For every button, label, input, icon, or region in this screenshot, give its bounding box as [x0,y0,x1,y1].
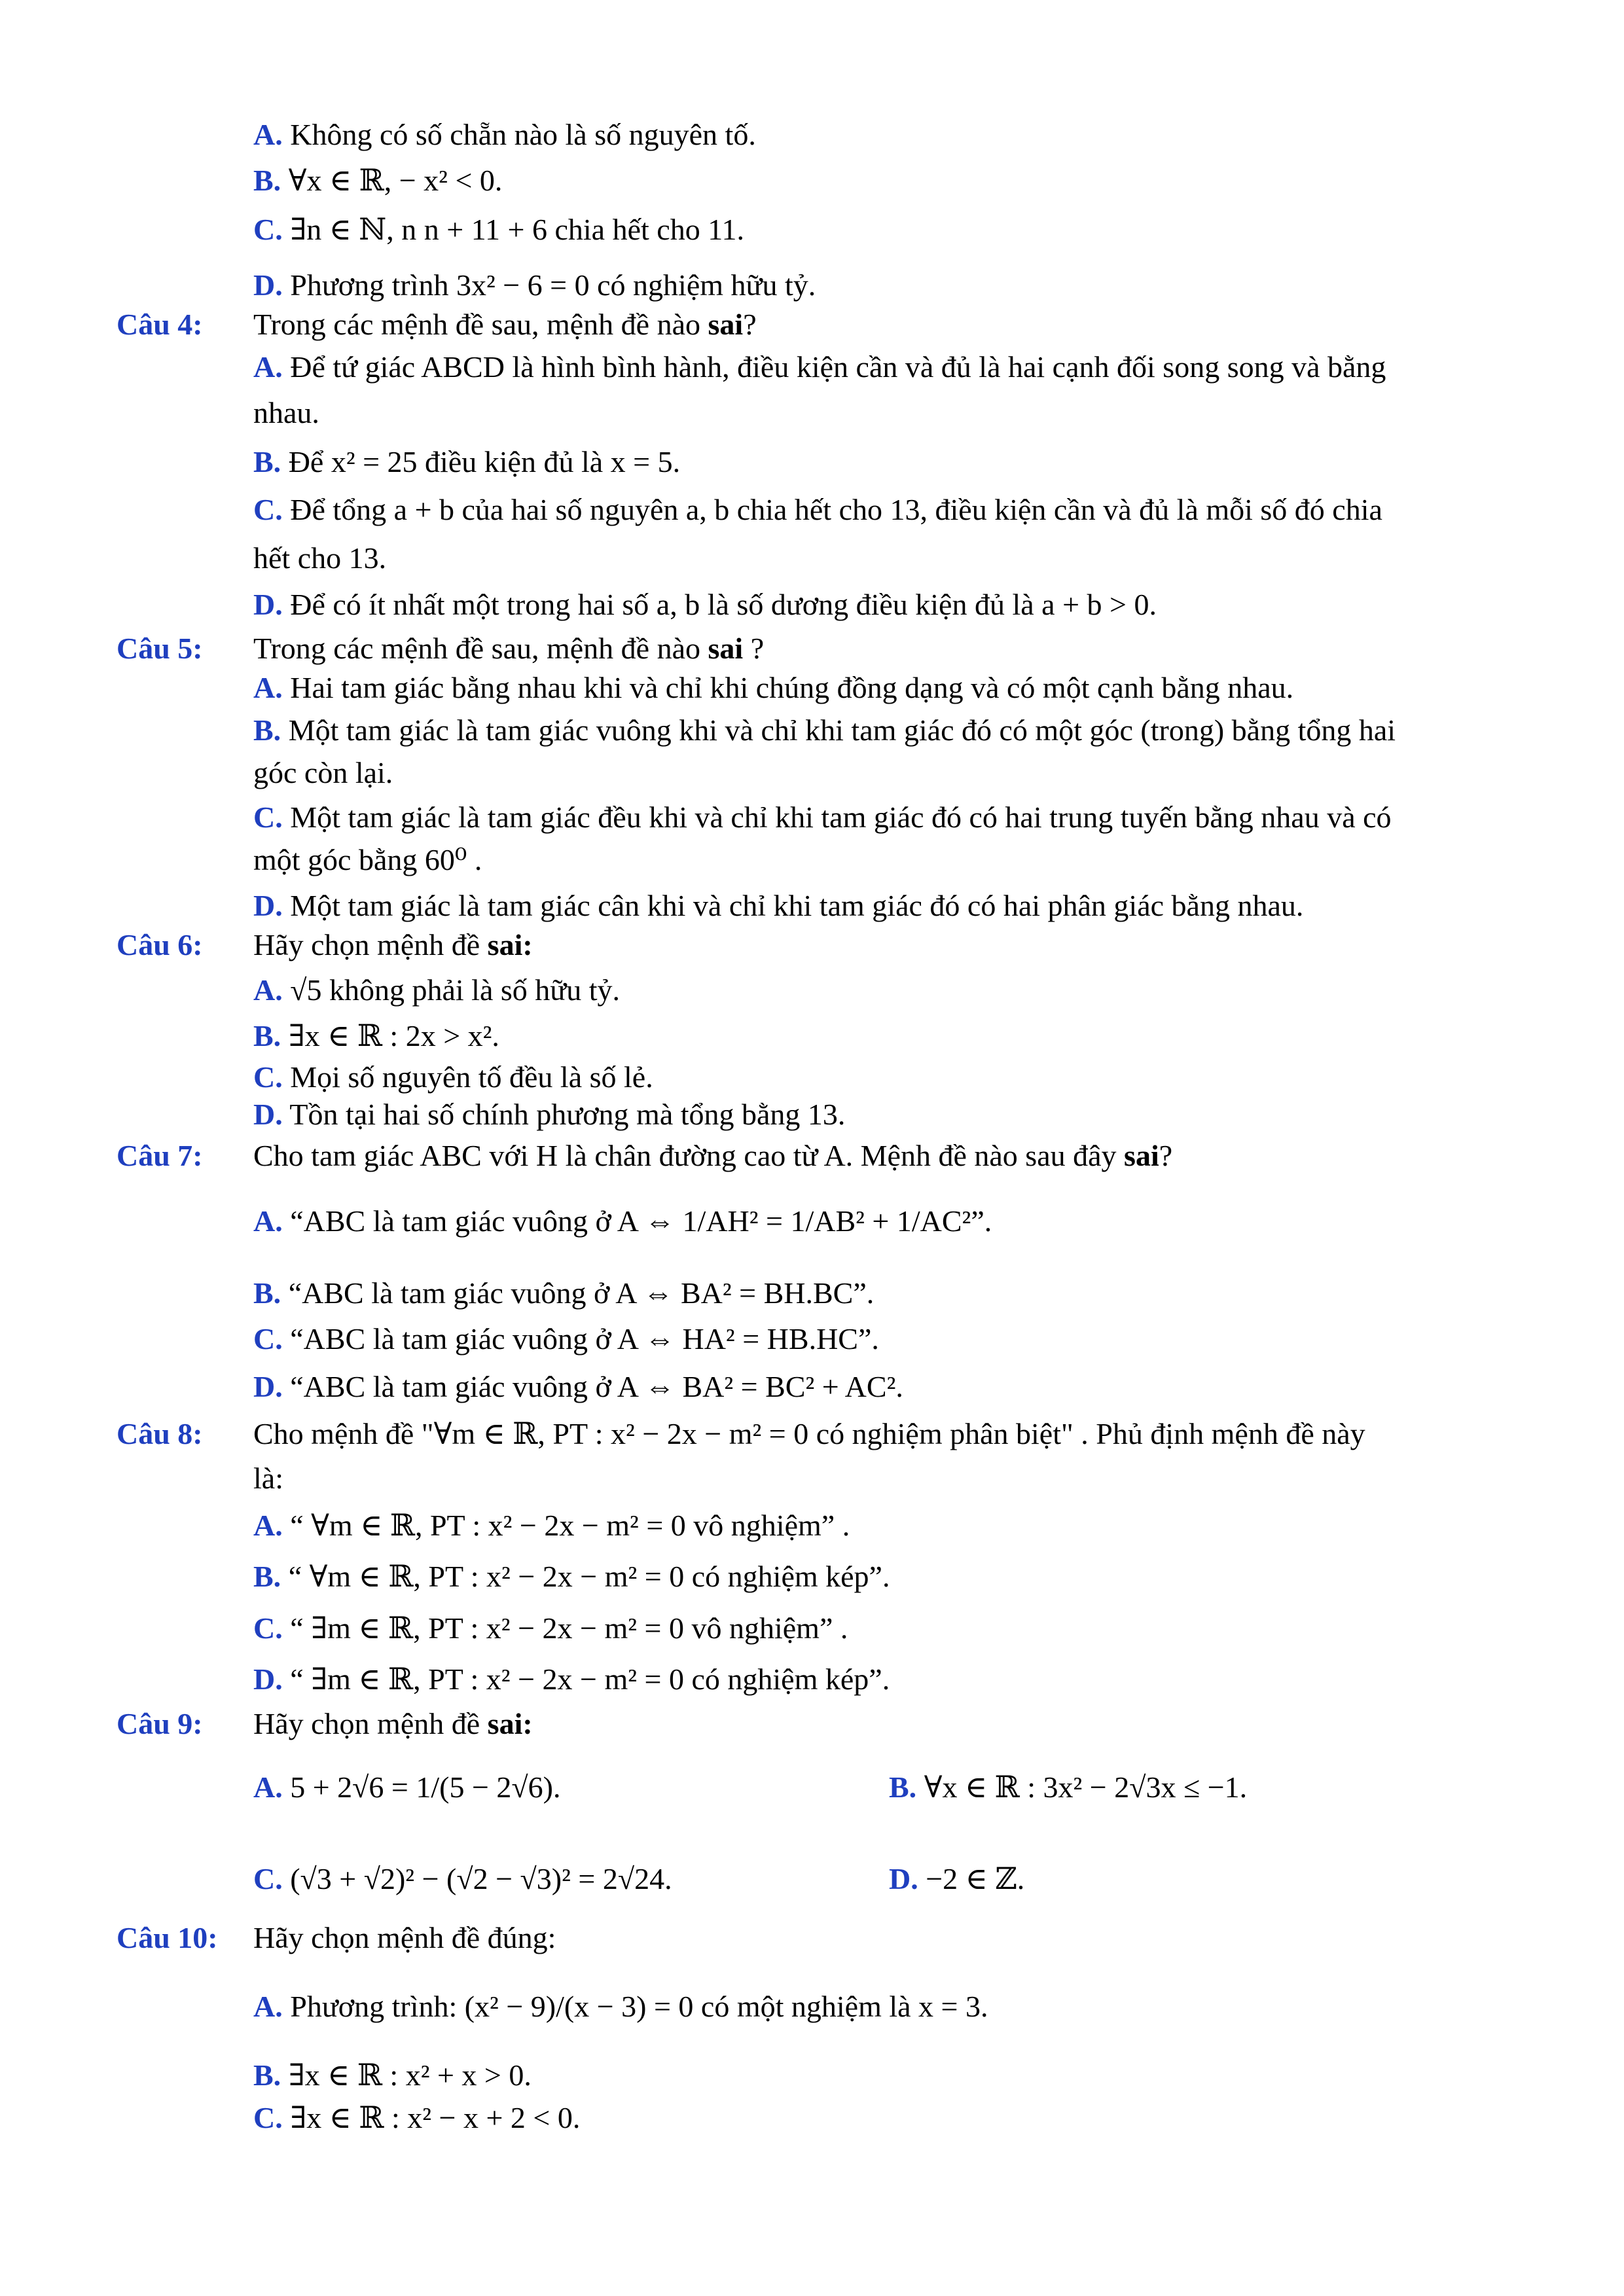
q4-option-b [253,442,680,482]
option-label: D. [253,1662,283,1696]
q8-option-b [253,1556,890,1597]
q4-option-c-cont: hết cho 13. [253,541,387,575]
option-label: B. [889,1770,917,1804]
q6-option-b [253,1016,499,1056]
option-label: D. [889,1862,918,1895]
option-text: “ABC là tam giác vuông ở A ⇔ 1/AH² = 1/AB² + 1/AC²”. [290,1204,992,1238]
q9-option-d [889,1859,1024,1899]
option-text: ∃n ∈ ℕ, n n + 11 + 6 chia hết cho 11. [290,213,744,246]
option-label: B. [253,1560,281,1593]
option-label: D. [253,268,283,302]
q9-option-b [889,1767,1247,1808]
q4-option-a-cont: nhau. [253,396,319,429]
option-text: “ ∀m ∈ ℝ, PT : x² − 2x − m² = 0 vô nghiệm” . [290,1509,850,1542]
q10-option-c [253,2098,580,2138]
q6-label: Câu 6: [117,928,203,961]
option-text: ∀x ∈ ℝ, − x² < 0. [288,164,503,197]
q8-stem: Cho mệnh đề "∀m ∈ ℝ, PT : x² − 2x − m² = 0 có nghiệm phân biệt" . Phủ định mệnh đề này [253,1417,1365,1450]
option-label: D. [253,889,283,922]
option-label: D. [253,588,283,621]
option-label: A. [253,1204,283,1238]
stem-text: Hãy chọn mệnh đề [253,1707,480,1740]
option-text: “ABC là tam giác vuông ở A ⇔ BA² = BC² + AC². [290,1370,903,1403]
option-text: (√3 + √2)² − (√2 − √3)² = 2√24. [290,1862,672,1895]
option-text: Một tam giác là tam giác vuông khi và chỉ khi tam giác đó có một góc (trong) bằng tổng hai [288,713,1396,747]
q7-stem [253,1136,1172,1176]
q4-option-a [253,347,1386,387]
option-text: “ ∀m ∈ ℝ, PT : x² − 2x − m² = 0 có nghiệm kép”. [288,1560,890,1593]
q8-label: Câu 8: [117,1417,203,1450]
q6-option-a [253,970,620,1011]
q8-stem-cont: là: [253,1462,283,1495]
option-text: ∀x ∈ ℝ : 3x² − 2√3x ≤ −1. [924,1770,1248,1804]
q4-label: Câu 4: [117,308,203,341]
option-text: “ABC là tam giác vuông ở A ⇔ HA² = HB.HC”. [290,1322,879,1355]
option-text: ∃x ∈ ℝ : 2x > x². [288,1019,499,1052]
option-label: C. [253,493,283,526]
stem-bold: sai [1124,1139,1159,1172]
stem-end: ? [743,632,765,665]
option-text: Để tứ giác ABCD là hình bình hành, điều kiện cần và đủ là hai cạnh đối song song và bằng [290,350,1386,384]
q5-option-c-cont: một góc bằng 60⁰ . [253,843,482,876]
q3-option-b [253,160,502,201]
option-label: A. [253,350,283,384]
option-text: “ ∃m ∈ ℝ, PT : x² − 2x − m² = 0 vô nghiệm” . [290,1611,848,1645]
q7-option-b [253,1273,874,1314]
option-label: D. [253,1370,283,1403]
q5-option-d [253,886,1303,926]
q10-option-b [253,2055,532,2096]
q7-option-d [253,1367,903,1407]
option-label: B. [253,1019,281,1052]
q10-stem: Hãy chọn mệnh đề đúng: [253,1921,556,1954]
q4-stem [253,304,757,345]
option-text: Một tam giác là tam giác cân khi và chỉ khi tam giác đó có hai phân giác bằng nhau. [290,889,1304,922]
q8-option-a [253,1505,850,1546]
option-text: “ABC là tam giác vuông ở A ⇔ BA² = BH.BC”. [288,1276,875,1310]
q9-option-a [253,1767,560,1808]
q7-label: Câu 7: [117,1139,203,1172]
stem-bold: sai [708,632,744,665]
q8-option-d [253,1659,890,1700]
q6-option-d [253,1094,845,1135]
q4-option-d [253,584,1157,625]
q5-option-c [253,797,1392,838]
q3-option-d [253,265,816,306]
q8-option-c [253,1608,848,1649]
option-label: B. [253,1276,281,1310]
q7-option-a [253,1201,992,1242]
option-label: C. [253,2101,283,2134]
option-text: Để có ít nhất một trong hai số a, b là số dương điều kiện đủ là a + b > 0. [290,588,1157,621]
option-label: C. [253,1611,283,1645]
option-label: A. [253,1990,283,2023]
option-label: B. [253,2058,281,2092]
q3-option-a [253,115,756,155]
option-text: Để tổng a + b của hai số nguyên a, b chia hết cho 13, điều kiện cần và đủ là mỗi số đó chia [290,493,1382,526]
q5-label: Câu 5: [117,632,203,665]
q5-option-b [253,710,1396,751]
q5-stem [253,628,764,669]
q10-option-a [253,1986,988,2027]
option-label: C. [253,1060,283,1094]
option-label: B. [253,445,281,478]
option-label: A. [253,1770,283,1804]
q5-option-b-cont: góc còn lại. [253,756,393,789]
stem-bold: sai: [487,928,533,961]
q6-option-c [253,1057,653,1098]
option-label: A. [253,671,283,704]
stem-bold: sai: [487,1707,533,1740]
q6-stem [253,925,533,965]
option-text: Phương trình 3x² − 6 = 0 có nghiệm hữu tỷ. [290,268,816,302]
stem-text: Trong các mệnh đề sau, mệnh đề nào [253,632,701,665]
stem-end: ? [743,308,757,341]
option-label: A. [253,118,283,151]
option-label: A. [253,1509,283,1542]
option-label: A. [253,973,283,1007]
option-text: √5 không phải là số hữu tỷ. [290,973,620,1007]
stem-end: ? [1159,1139,1173,1172]
option-text: Hai tam giác bằng nhau khi và chỉ khi chúng đồng dạng và có một cạnh bằng nhau. [290,671,1294,704]
q3-option-c [253,209,744,250]
q9-stem [253,1704,533,1744]
option-label: C. [253,1322,283,1355]
option-label: C. [253,1862,283,1895]
option-text: Một tam giác là tam giác đều khi và chỉ khi tam giác đó có hai trung tuyến bằng nhau và có [290,800,1392,834]
option-text: Để x² = 25 điều kiện đủ là x = 5. [288,445,681,478]
q9-label: Câu 9: [117,1707,203,1740]
q5-option-a [253,668,1293,708]
q10-label: Câu 10: [117,1921,218,1954]
q9-option-c [253,1859,672,1899]
q4-option-c [253,490,1382,530]
stem-text: Cho tam giác ABC với H là chân đường cao từ A. Mệnh đề nào sau đây [253,1139,1117,1172]
option-text: ∃x ∈ ℝ : x² − x + 2 < 0. [290,2101,581,2134]
option-text: Không có số chẵn nào là số nguyên tố. [290,118,756,151]
option-label: C. [253,213,283,246]
option-label: B. [253,164,281,197]
stem-bold: sai [708,308,744,341]
stem-text: Trong các mệnh đề sau, mệnh đề nào [253,308,701,341]
option-text: −2 ∈ ℤ. [926,1862,1025,1895]
option-text: 5 + 2√6 = 1/(5 − 2√6). [290,1770,561,1804]
option-text: ∃x ∈ ℝ : x² + x > 0. [288,2058,532,2092]
option-text: Mọi số nguyên tố đều là số lẻ. [290,1060,653,1094]
option-text: “ ∃m ∈ ℝ, PT : x² − 2x − m² = 0 có nghiệm kép”. [290,1662,890,1696]
stem-text: Hãy chọn mệnh đề [253,928,480,961]
option-text: Tồn tại hai số chính phương mà tổng bằng 13. [289,1098,846,1131]
q7-option-c [253,1319,879,1359]
option-label: B. [253,713,281,747]
option-label: C. [253,800,283,834]
option-text: Phương trình: (x² − 9)/(x − 3) = 0 có một nghiệm là x = 3. [290,1990,988,2023]
option-label: D. [253,1098,283,1131]
